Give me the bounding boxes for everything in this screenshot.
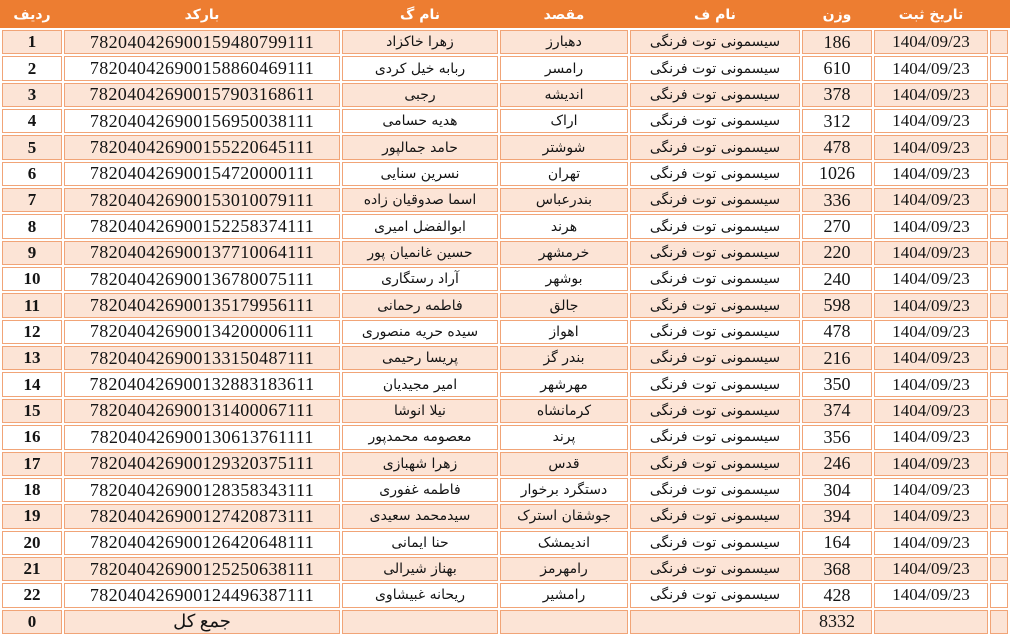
cell-radif: 17 — [2, 452, 62, 476]
spacer-cell — [990, 452, 1008, 476]
cell-destination: اندیمشک — [500, 531, 628, 555]
cell-weight: 246 — [802, 452, 872, 476]
spacer-cell — [990, 56, 1008, 80]
table-row — [2, 293, 1008, 317]
cell-date: 1404/09/23 — [874, 188, 988, 212]
table-row — [2, 372, 1008, 396]
cell-weight: 350 — [802, 372, 872, 396]
cell-radif: 7 — [2, 188, 62, 212]
cell-weight: 598 — [802, 293, 872, 317]
cell-name_f: سیسمونی توت فرنگی — [630, 293, 800, 317]
cell-date: 1404/09/23 — [874, 162, 988, 186]
table-row — [2, 557, 1008, 581]
cell-name_f: سیسمونی توت فرنگی — [630, 56, 800, 80]
cell-date: 1404/09/23 — [874, 267, 988, 291]
cell-weight: 8332 — [802, 610, 872, 634]
cell-date: 1404/09/23 — [874, 399, 988, 423]
cell-weight: 240 — [802, 267, 872, 291]
cell-name_f: سیسمونی توت فرنگی — [630, 346, 800, 370]
table-row — [2, 214, 1008, 238]
table-row — [2, 188, 1008, 212]
table-row — [2, 346, 1008, 370]
table-row — [2, 583, 1008, 607]
cell-destination: اراک — [500, 109, 628, 133]
column-header-barcode: بارکد — [64, 2, 340, 28]
cell-name_g: سیده حریه منصوری — [342, 320, 498, 344]
spacer-cell — [990, 346, 1008, 370]
cell-name_g: هدیه حسامی — [342, 109, 498, 133]
cell-name_f: سیسمونی توت فرنگی — [630, 399, 800, 423]
cell-name_f: سیسمونی توت فرنگی — [630, 557, 800, 581]
cell-destination — [500, 610, 628, 634]
cell-radif: 1 — [2, 30, 62, 54]
cell-barcode: 782040426900158860469111 — [64, 56, 340, 80]
cell-weight: 336 — [802, 188, 872, 212]
cell-destination: قدس — [500, 452, 628, 476]
spacer-cell — [990, 557, 1008, 581]
cell-radif: 18 — [2, 478, 62, 502]
cell-barcode: 782040426900155220645111 — [64, 135, 340, 159]
cell-date: 1404/09/23 — [874, 320, 988, 344]
cell-radif: 10 — [2, 267, 62, 291]
column-header-weight: وزن — [802, 2, 872, 28]
table-row — [2, 452, 1008, 476]
column-header-spacer — [990, 2, 1008, 28]
cell-date: 1404/09/23 — [874, 478, 988, 502]
cell-radif: 5 — [2, 135, 62, 159]
column-header-destination: مقصد — [500, 2, 628, 28]
table-row — [2, 504, 1008, 528]
cell-weight: 394 — [802, 504, 872, 528]
cell-destination: اندیشه — [500, 83, 628, 107]
cell-barcode: 782040426900136780075111 — [64, 267, 340, 291]
cell-weight: 312 — [802, 109, 872, 133]
cell-destination: رامسر — [500, 56, 628, 80]
cell-name_g: حسین غانمیان پور — [342, 241, 498, 265]
cell-date: 1404/09/23 — [874, 293, 988, 317]
cell-destination: دستگرد برخوار — [500, 478, 628, 502]
cell-barcode: 782040426900124496387111 — [64, 583, 340, 607]
cell-destination: تهران — [500, 162, 628, 186]
cell-name_f: سیسمونی توت فرنگی — [630, 135, 800, 159]
cell-barcode: 782040426900156950038111 — [64, 109, 340, 133]
cell-destination: رامشیر — [500, 583, 628, 607]
cell-weight: 428 — [802, 583, 872, 607]
column-header-name-g: نام گ — [342, 2, 498, 28]
cell-name_g: پریسا رحیمی — [342, 346, 498, 370]
column-header-radif: ردیف — [2, 2, 62, 28]
cell-name_g: بهناز شیرالی — [342, 557, 498, 581]
cell-barcode: 782040426900154720000111 — [64, 162, 340, 186]
cell-date — [874, 610, 988, 634]
cell-name_g — [342, 610, 498, 634]
cell-destination: مهرشهر — [500, 372, 628, 396]
spacer-cell — [990, 531, 1008, 555]
cell-destination: بندرعباس — [500, 188, 628, 212]
table-row — [2, 267, 1008, 291]
spacer-cell — [990, 188, 1008, 212]
cell-name_g: سیدمحمد سعیدی — [342, 504, 498, 528]
spacer-cell — [990, 425, 1008, 449]
spacer-cell — [990, 267, 1008, 291]
cell-radif: 19 — [2, 504, 62, 528]
cell-name_g: امیر مجیدیان — [342, 372, 498, 396]
cell-name_f: سیسمونی توت فرنگی — [630, 241, 800, 265]
cell-name_g: فاطمه رحمانی — [342, 293, 498, 317]
cell-radif: 0 — [2, 610, 62, 634]
cell-weight: 356 — [802, 425, 872, 449]
cell-barcode: 782040426900152258374111 — [64, 214, 340, 238]
cell-name_g: حنا ایمانی — [342, 531, 498, 555]
spacer-cell — [990, 372, 1008, 396]
cell-date: 1404/09/23 — [874, 241, 988, 265]
spacer-cell — [990, 30, 1008, 54]
cell-destination: بندر گز — [500, 346, 628, 370]
cell-radif: 4 — [2, 109, 62, 133]
spacer-cell — [990, 293, 1008, 317]
table-row — [2, 320, 1008, 344]
cell-radif: 14 — [2, 372, 62, 396]
table-row — [2, 478, 1008, 502]
cell-weight: 216 — [802, 346, 872, 370]
table-row — [2, 56, 1008, 80]
column-header-name-f: نام ف — [630, 2, 800, 28]
cell-date: 1404/09/23 — [874, 504, 988, 528]
cell-radif: 9 — [2, 241, 62, 265]
spacer-cell — [990, 320, 1008, 344]
cell-date: 1404/09/23 — [874, 346, 988, 370]
cell-barcode: جمع کل — [64, 610, 340, 634]
cell-name_g: ربابه خیل کردی — [342, 56, 498, 80]
cell-destination: پرند — [500, 425, 628, 449]
spacer-cell — [990, 83, 1008, 107]
table-row — [2, 83, 1008, 107]
cell-weight: 478 — [802, 135, 872, 159]
cell-barcode: 782040426900137710064111 — [64, 241, 340, 265]
cell-name_f: سیسمونی توت فرنگی — [630, 478, 800, 502]
column-header-date: تاریخ ثبت — [874, 2, 988, 28]
spacer-cell — [990, 478, 1008, 502]
cell-name_f: سیسمونی توت فرنگی — [630, 214, 800, 238]
cell-weight: 1026 — [802, 162, 872, 186]
table-row — [2, 109, 1008, 133]
cell-barcode: 782040426900159480799111 — [64, 30, 340, 54]
spacer-cell — [990, 241, 1008, 265]
cell-weight: 368 — [802, 557, 872, 581]
cell-radif: 11 — [2, 293, 62, 317]
cell-barcode: 782040426900129320375111 — [64, 452, 340, 476]
cell-name_f: سیسمونی توت فرنگی — [630, 425, 800, 449]
cell-weight: 164 — [802, 531, 872, 555]
cell-destination: جالق — [500, 293, 628, 317]
cell-date: 1404/09/23 — [874, 135, 988, 159]
cell-name_f — [630, 610, 800, 634]
cell-barcode: 782040426900131400067111 — [64, 399, 340, 423]
spacer-cell — [990, 583, 1008, 607]
cell-name_f: سیسمونی توت فرنگی — [630, 531, 800, 555]
cell-name_g: ریحانه غبیشاوی — [342, 583, 498, 607]
cell-barcode: 782040426900128358343111 — [64, 478, 340, 502]
cell-name_f: سیسمونی توت فرنگی — [630, 188, 800, 212]
cell-name_f: سیسمونی توت فرنگی — [630, 504, 800, 528]
cell-name_g: ابوالفضل امیری — [342, 214, 498, 238]
cell-name_f: سیسمونی توت فرنگی — [630, 83, 800, 107]
cell-name_g: زهرا خاکزاد — [342, 30, 498, 54]
cell-date: 1404/09/23 — [874, 109, 988, 133]
spacer-cell — [990, 399, 1008, 423]
header-row — [2, 2, 1008, 28]
cell-destination: کرمانشاه — [500, 399, 628, 423]
cell-radif: 21 — [2, 557, 62, 581]
cell-weight: 186 — [802, 30, 872, 54]
cell-barcode: 782040426900125250638111 — [64, 557, 340, 581]
cell-barcode: 782040426900134200006111 — [64, 320, 340, 344]
spacer-cell — [990, 109, 1008, 133]
cell-barcode: 782040426900132883183611 — [64, 372, 340, 396]
spacer-cell — [990, 135, 1008, 159]
cell-barcode: 782040426900153010079111 — [64, 188, 340, 212]
cell-name_g: نیلا انوشا — [342, 399, 498, 423]
cell-barcode: 782040426900130613761111 — [64, 425, 340, 449]
cell-destination: بوشهر — [500, 267, 628, 291]
cell-destination: هرند — [500, 214, 628, 238]
cell-radif: 16 — [2, 425, 62, 449]
cell-radif: 22 — [2, 583, 62, 607]
cell-radif: 13 — [2, 346, 62, 370]
table-body — [2, 30, 1008, 634]
cell-name_g: رجبی — [342, 83, 498, 107]
cell-barcode: 782040426900135179956111 — [64, 293, 340, 317]
cell-name_f: سیسمونی توت فرنگی — [630, 267, 800, 291]
cell-name_f: سیسمونی توت فرنگی — [630, 320, 800, 344]
table-row — [2, 135, 1008, 159]
cell-destination: شوشتر — [500, 135, 628, 159]
cell-name_g: فاطمه غفوری — [342, 478, 498, 502]
cell-name_f: سیسمونی توت فرنگی — [630, 30, 800, 54]
cell-name_g: حامد جمالپور — [342, 135, 498, 159]
cell-date: 1404/09/23 — [874, 56, 988, 80]
cell-name_f: سیسمونی توت فرنگی — [630, 109, 800, 133]
cell-weight: 610 — [802, 56, 872, 80]
cell-date: 1404/09/23 — [874, 425, 988, 449]
cell-name_g: آراد رستگاری — [342, 267, 498, 291]
cell-weight: 304 — [802, 478, 872, 502]
cell-radif: 6 — [2, 162, 62, 186]
cell-destination: دهبارز — [500, 30, 628, 54]
cell-name_g: معصومه محمدپور — [342, 425, 498, 449]
cell-name_f: سیسمونی توت فرنگی — [630, 452, 800, 476]
cell-name_f: سیسمونی توت فرنگی — [630, 372, 800, 396]
cell-destination: خرمشهر — [500, 241, 628, 265]
cell-radif: 3 — [2, 83, 62, 107]
spacer-cell — [990, 214, 1008, 238]
cell-name_f: سیسمونی توت فرنگی — [630, 162, 800, 186]
cell-destination: جوشقان استرک — [500, 504, 628, 528]
cell-barcode: 782040426900157903168611 — [64, 83, 340, 107]
cell-date: 1404/09/23 — [874, 214, 988, 238]
cell-weight: 220 — [802, 241, 872, 265]
cell-date: 1404/09/23 — [874, 531, 988, 555]
cell-name_f: سیسمونی توت فرنگی — [630, 583, 800, 607]
cell-destination: رامهرمز — [500, 557, 628, 581]
cell-date: 1404/09/23 — [874, 583, 988, 607]
cell-barcode: 782040426900133150487111 — [64, 346, 340, 370]
cell-weight: 478 — [802, 320, 872, 344]
cell-date: 1404/09/23 — [874, 83, 988, 107]
table-row — [2, 30, 1008, 54]
table-row — [2, 162, 1008, 186]
cell-radif: 2 — [2, 56, 62, 80]
cell-date: 1404/09/23 — [874, 30, 988, 54]
table-row — [2, 425, 1008, 449]
cell-radif: 8 — [2, 214, 62, 238]
cell-name_g: نسرین سنایی — [342, 162, 498, 186]
table-row — [2, 531, 1008, 555]
cell-barcode: 782040426900126420648111 — [64, 531, 340, 555]
cell-date: 1404/09/23 — [874, 372, 988, 396]
cell-radif: 15 — [2, 399, 62, 423]
table-row — [2, 399, 1008, 423]
table-row — [2, 241, 1008, 265]
cell-weight: 374 — [802, 399, 872, 423]
cell-radif: 20 — [2, 531, 62, 555]
cell-radif: 12 — [2, 320, 62, 344]
cell-weight: 378 — [802, 83, 872, 107]
cell-name_g: زهرا شهبازی — [342, 452, 498, 476]
spacer-cell — [990, 162, 1008, 186]
cell-destination: اهواز — [500, 320, 628, 344]
cell-date: 1404/09/23 — [874, 452, 988, 476]
cell-date: 1404/09/23 — [874, 557, 988, 581]
cell-name_g: اسما صدوقیان زاده — [342, 188, 498, 212]
cell-weight: 270 — [802, 214, 872, 238]
table-row — [2, 610, 1008, 634]
spacer-cell — [990, 610, 1008, 634]
spacer-cell — [990, 504, 1008, 528]
cell-barcode: 782040426900127420873111 — [64, 504, 340, 528]
